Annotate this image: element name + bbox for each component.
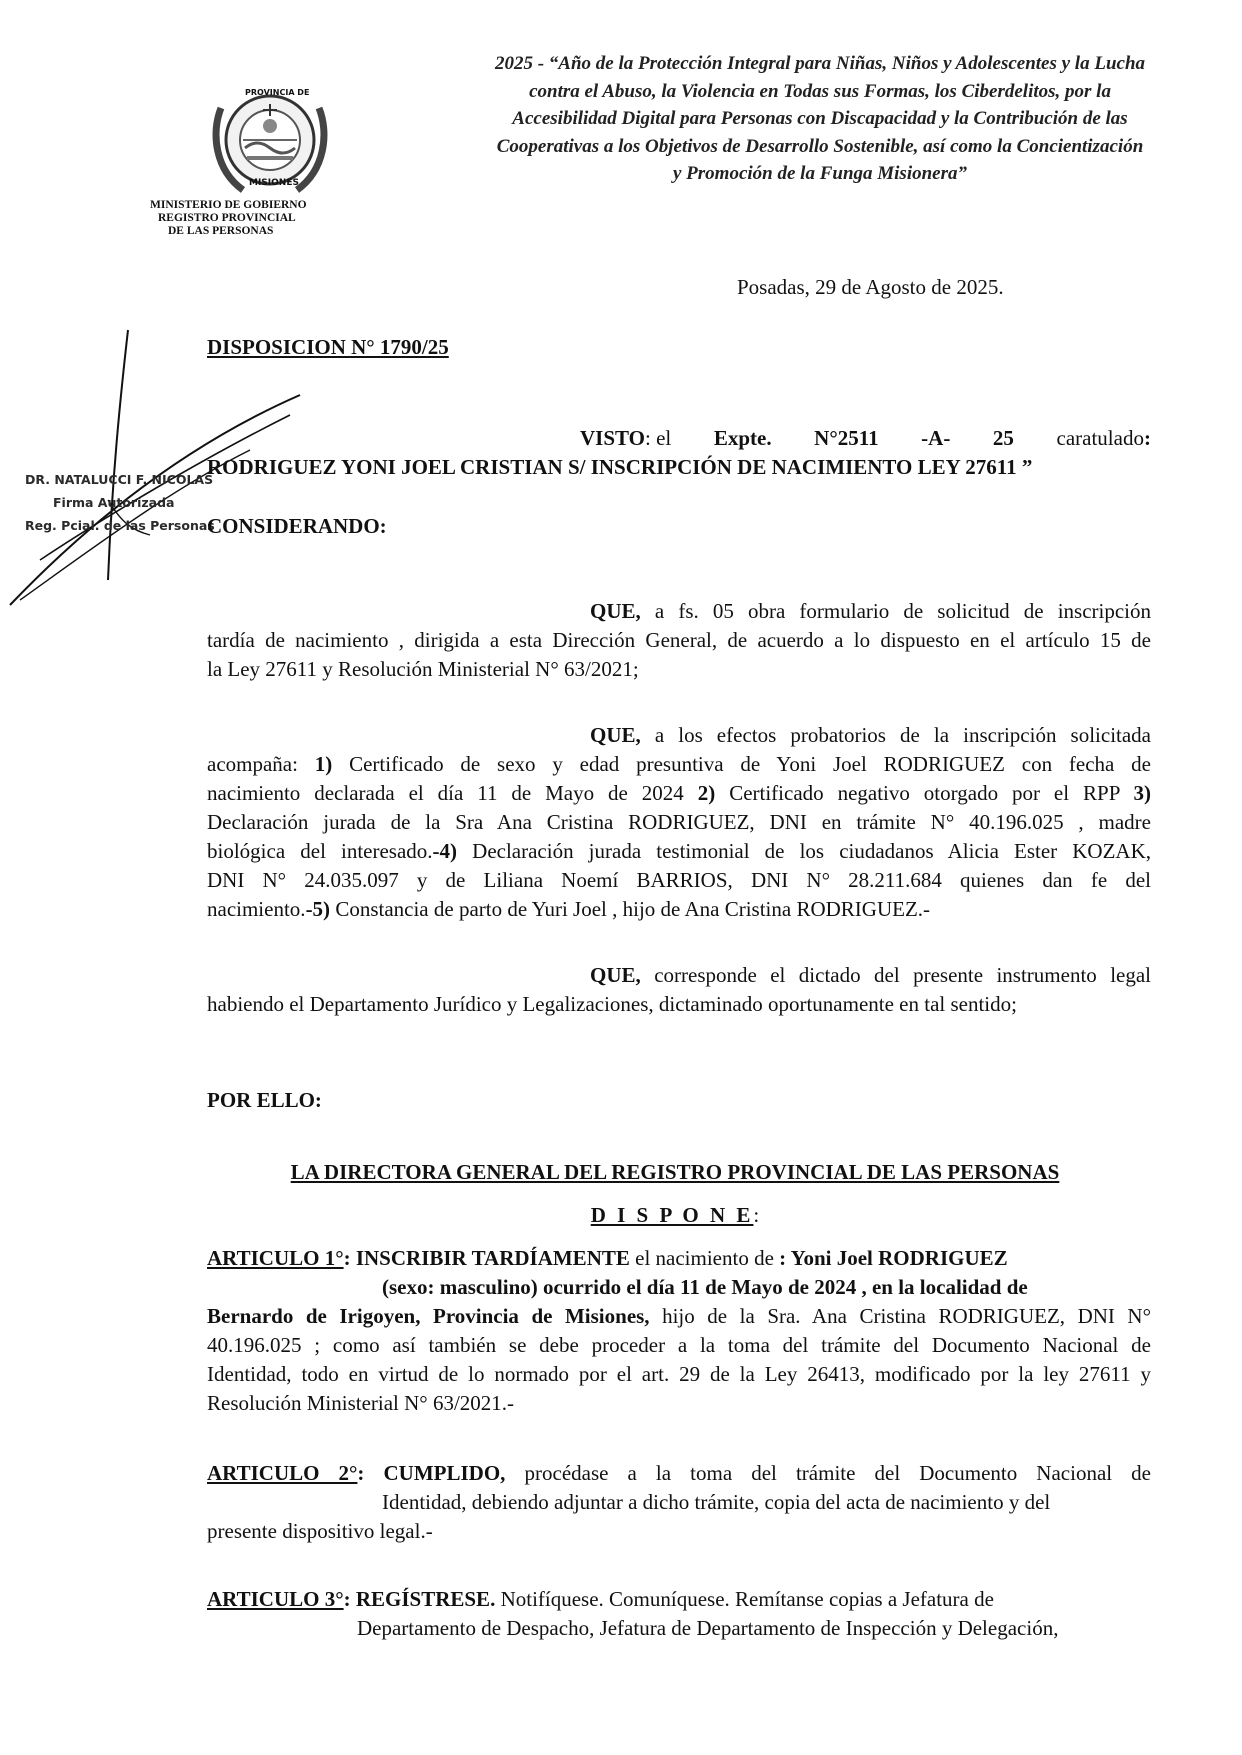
seal-top-text: PROVINCIA DE — [245, 88, 310, 97]
caratulado: caratulado — [1056, 426, 1144, 450]
visto-line-2: RODRIGUEZ YONI JOEL CRISTIAN S/ INSCRIPCIÓN DE NACIMIENTO LEY 27611 ” — [207, 455, 1033, 479]
que3-line-2: habiendo el Departamento Jurídico y Legalizaciones, dictaminado oportunamente en tal sentido; — [207, 992, 1017, 1016]
art2-line-1: ARTICULO 2°: CUMPLIDO, procédase a la toma del trámite del Documento Nacional de — [207, 1461, 1151, 1485]
disposition-title: DISPOSICION N° 1790/25 — [207, 335, 449, 359]
art1-line-5: Identidad, todo en virtud de lo normado por el art. 29 de la Ley 26413, modificado por la ley 27611 y — [207, 1362, 1151, 1386]
stamp-line: DR. NATALUCCI F. NICOLAS — [25, 472, 214, 487]
year-motto — [445, 50, 1195, 188]
art3-line-2: Departamento de Despacho, Jefatura de Departamento de Inspección y Delegación, — [357, 1616, 1059, 1640]
expte-number: N°2511 — [814, 426, 879, 450]
motto-line: 2025 - “Año de la Protección Integral para Niñas, Niños y Adolescentes y la Lucha — [494, 53, 1146, 74]
visto-el: : el — [644, 426, 672, 450]
que2-line-1: QUE, a los efectos probatorios de la inscripción solicitada — [590, 723, 1152, 747]
ministry-block — [150, 199, 380, 238]
authorized-signature-stamp — [25, 468, 215, 537]
expte-label: Expte. — [713, 426, 772, 450]
motto-line: Cooperativas a los Objetivos de Desarrollo Sostenible, así como la Concientización — [496, 135, 1144, 157]
stamp-line: Firma Autorizada — [53, 495, 175, 510]
seal-bottom-text: MISIONES — [249, 178, 299, 188]
art1-line-6: Resolución Ministerial N° 63/2021.- — [207, 1391, 515, 1415]
authority-heading: LA DIRECTORA GENERAL DEL REGISTRO PROVINCIAL DE LAS PERSONAS — [290, 1160, 1060, 1184]
que2-line-5: biológica del interesado.-4) Declaración jurada testimonial de los ciudadanos Alicia Ester KOZAK, — [207, 839, 1151, 863]
que2-line-6: DNI N° 24.035.097 y de Liliana Noemí BARRIOS, DNI N° 28.211.684 quienes dan fe del — [207, 868, 1151, 892]
visto-line-1: VISTO: el Expte. N°2511 -A- 25 caratulado: — [580, 424, 1151, 453]
art2-line-3: presente dispositivo legal.- — [207, 1519, 433, 1543]
stamp-line: Reg. Pcial. de las Personas — [25, 518, 215, 533]
dispone-heading: D I S P O N E: — [590, 1203, 760, 1227]
ministry-line: MINISTERIO DE GOBIERNO — [150, 199, 307, 211]
art1-line-4: 40.196.025 ; como así también se debe proceder a la toma del trámite del Documento Nacional de — [207, 1333, 1151, 1357]
ministry-line: REGISTRO PROVINCIAL — [158, 212, 296, 224]
considerando-heading: CONSIDERANDO: — [207, 514, 387, 538]
motto-line: Accesibilidad Digital para Personas con Discapacidad y la Contribución de las — [512, 108, 1128, 129]
expte-letter: -A- — [921, 426, 951, 450]
document-date: Posadas, 29 de Agosto de 2025. — [737, 275, 1004, 299]
que1-line-2: tardía de nacimiento , dirigida a esta Dirección General, de acuerdo a lo dispuesto en el artículo 15 de — [207, 628, 1151, 652]
visto-label: VISTO — [580, 426, 645, 450]
que2-line-4: Declaración jurada de la Sra Ana Cristina RODRIGUEZ, DNI en trámite N° 40.196.025 , madre — [207, 810, 1151, 834]
province-seal — [205, 78, 335, 203]
que1-line-3: la Ley 27611 y Resolución Ministerial N° 63/2021; — [207, 657, 639, 681]
art1-line-3: Bernardo de Irigoyen, Provincia de Misiones, hijo de la Sra. Ana Cristina RODRIGUEZ, DNI N° — [207, 1304, 1151, 1328]
art1-line-2: (sexo: masculino) ocurrido el día 11 de Mayo de 2024 , en la localidad de — [382, 1275, 1028, 1299]
que2-line-3: nacimiento declarada el día 11 de Mayo de 2024 2) Certificado negativo otorgado por el RPP 3) — [207, 781, 1152, 805]
motto-line: contra el Abuso, la Violencia en Todas sus Formas, los Ciberdelitos, por la — [529, 80, 1111, 102]
motto-line: y Promoción de la Funga Misionera” — [673, 163, 967, 184]
que2-line-2: acompaña: 1) Certificado de sexo y edad presuntiva de Yoni Joel RODRIGUEZ con fecha de — [207, 752, 1152, 776]
que2-line-7: nacimiento.-5) Constancia de parto de Yuri Joel , hijo de Ana Cristina RODRIGUEZ.- — [207, 897, 931, 921]
art1-line-1: ARTICULO 1°: INSCRIBIR TARDÍAMENTE el nacimiento de : Yoni Joel RODRIGUEZ — [207, 1246, 1008, 1270]
que3-line-1: QUE, corresponde el dictado del presente instrumento legal — [590, 963, 1152, 987]
ministry-line: DE LAS PERSONAS — [168, 225, 274, 237]
art3-line-1: ARTICULO 3°: REGÍSTRESE. Notifíquese. Comuníquese. Remítanse copias a Jefatura de — [207, 1587, 994, 1611]
art2-line-2: Identidad, debiendo adjuntar a dicho trámite, copia del acta de nacimiento y del — [382, 1490, 1051, 1514]
expte-year: 25 — [992, 426, 1014, 450]
que1-line-1: QUE, a fs. 05 obra formulario de solicitud de inscripción — [590, 599, 1152, 623]
por-ello-heading: POR ELLO: — [207, 1088, 322, 1112]
